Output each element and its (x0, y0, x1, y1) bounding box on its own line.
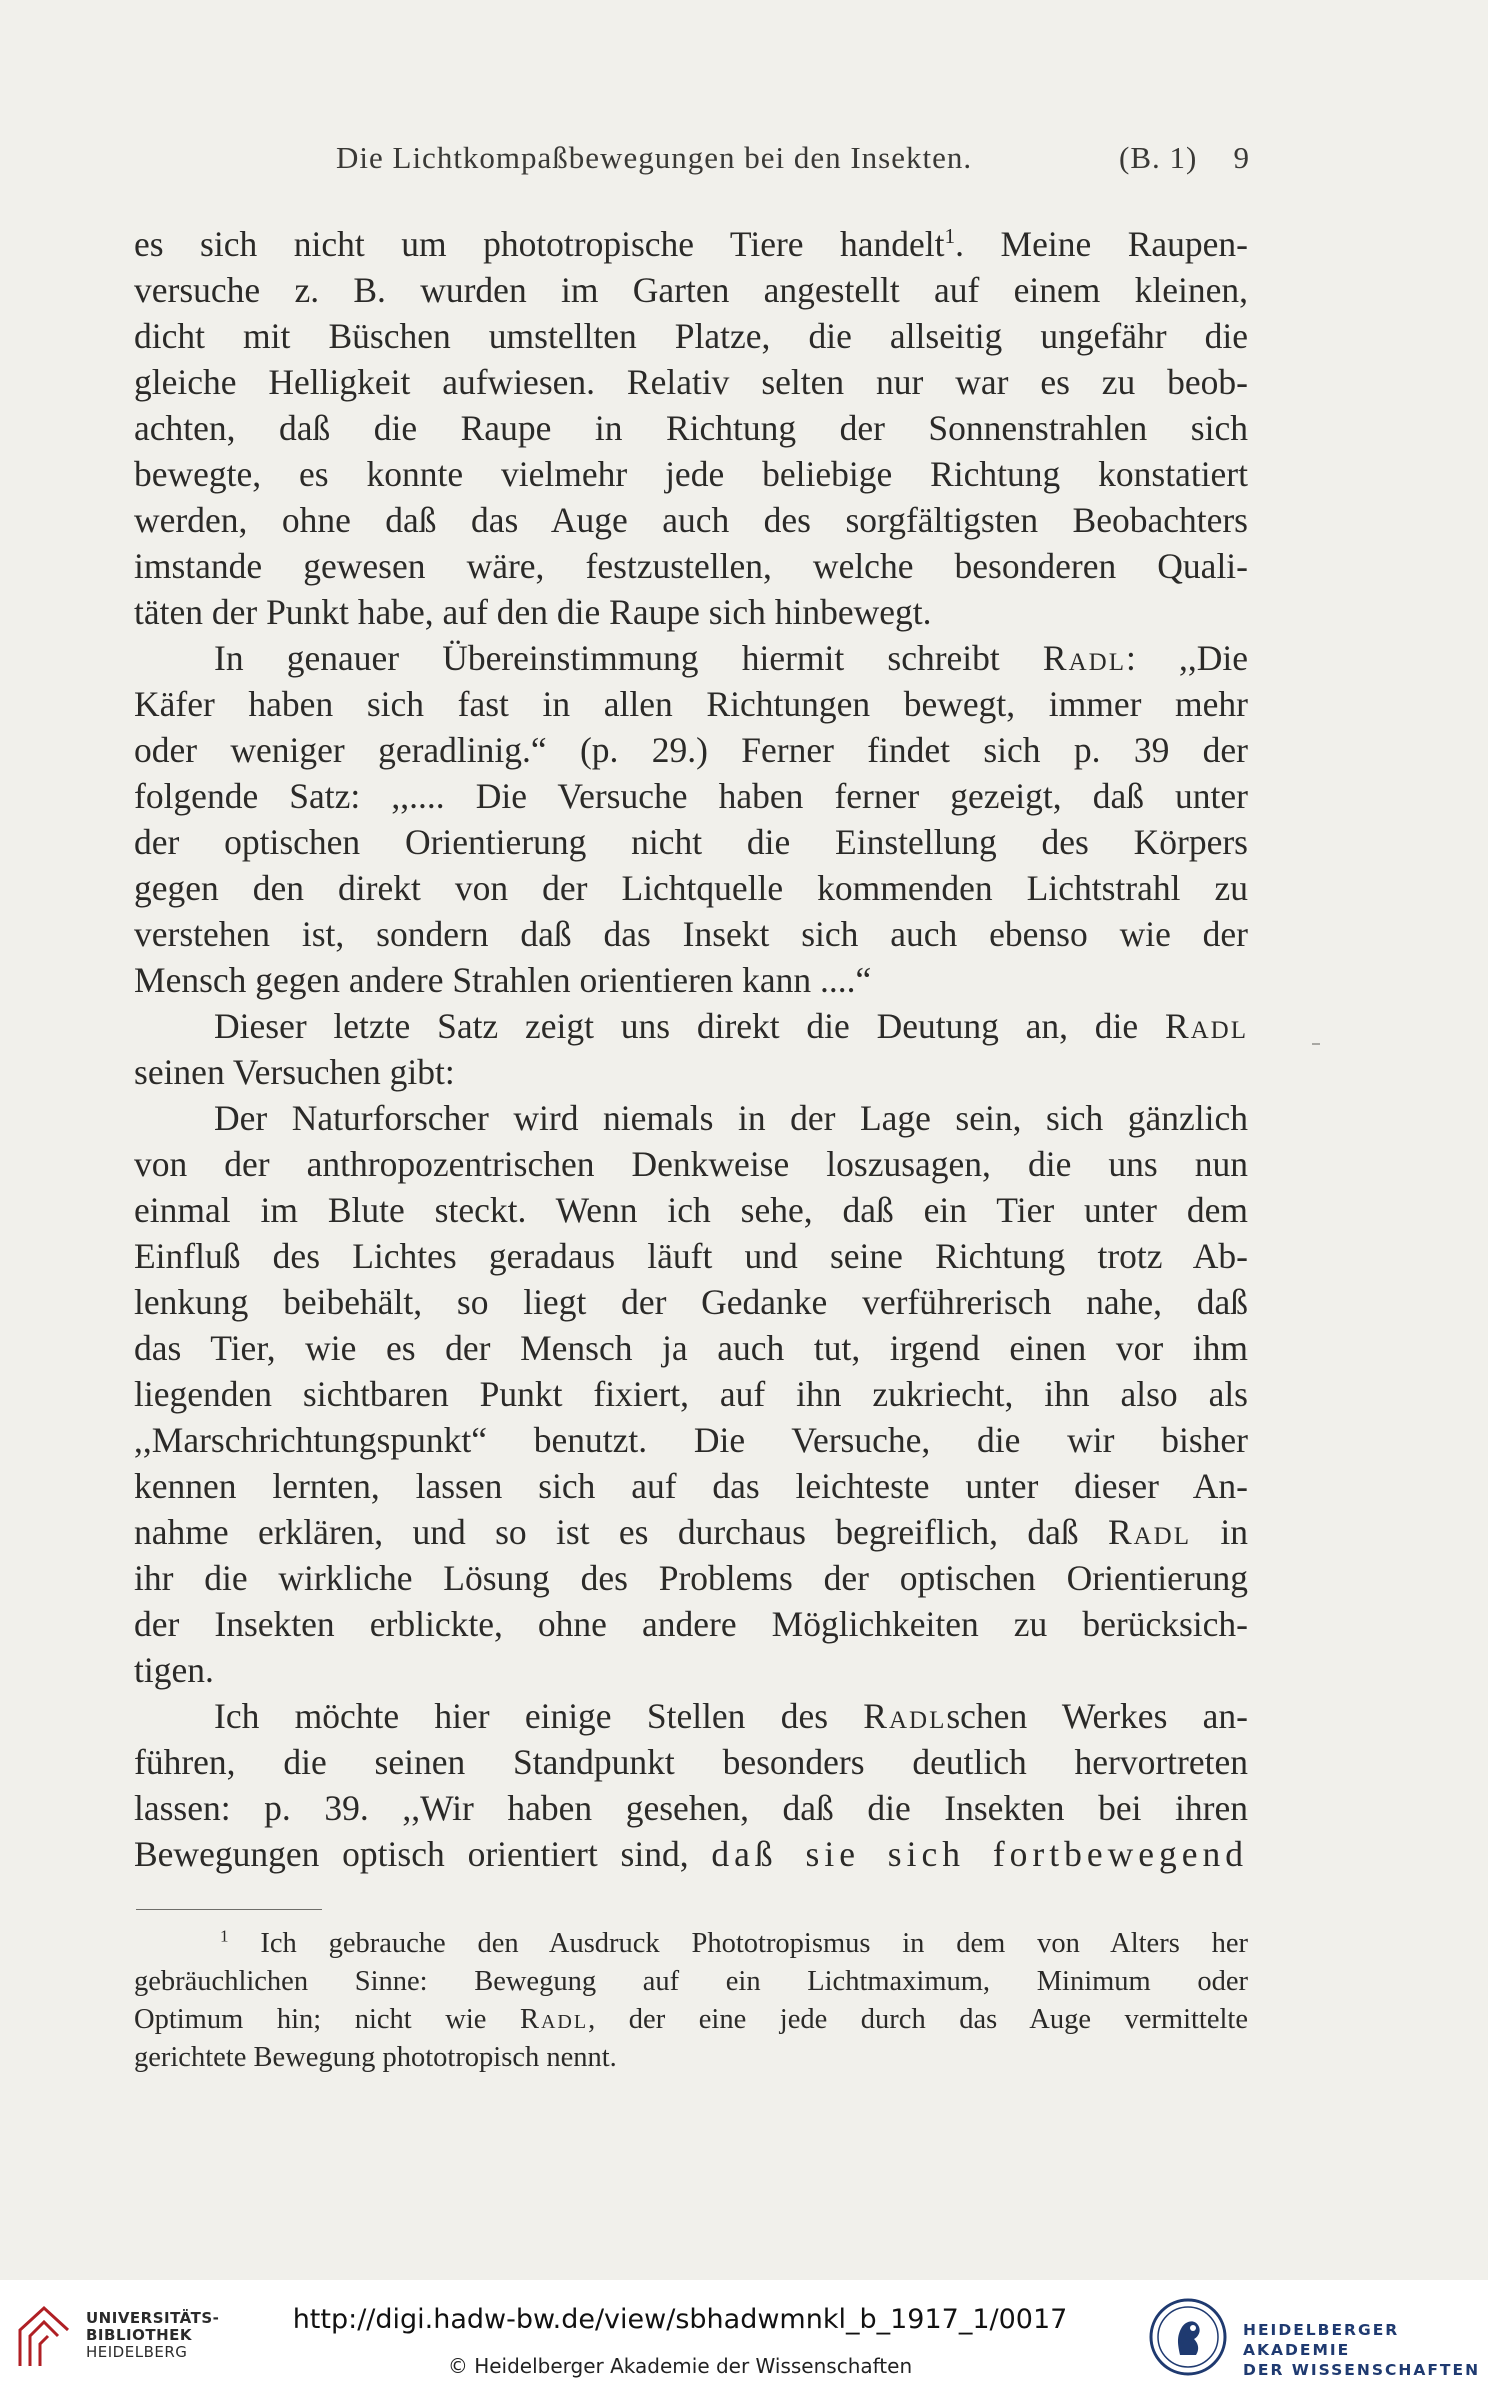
footnotes (134, 1925, 1248, 2077)
author-name: Radl (863, 1696, 947, 1736)
text-line: tigen. (134, 1650, 214, 1690)
text-line: liegenden sichtbaren Punkt fixiert, auf ihn zukriecht, ihn also als (134, 1374, 1248, 1414)
text-line: ihr die wirkliche Lösung des Problems der optischen Orientierung (134, 1558, 1248, 1598)
section-marker: (B. 1) (1119, 140, 1198, 175)
page-number: 9 (1233, 140, 1250, 175)
text-line: Bewegungen optisch orientiert sind, daß sie sich fortbewegend (134, 1834, 1248, 1874)
text-line: versuche z. B. wurden im Garten angestellt auf einem kleinen, (134, 270, 1248, 310)
text-line: folgende Satz: ,,.... Die Versuche haben ferner gezeigt, daß unter (134, 776, 1248, 816)
text-line: nahme erklären, und so ist es durchaus begreiflich, daß Radl in (134, 1512, 1248, 1552)
running-title: Die Lichtkompaßbewegungen bei den Insekten. (336, 140, 973, 175)
text-line: seinen Versuchen gibt: (134, 1052, 455, 1092)
text-line: verstehen ist, sondern daß das Insekt sich auch ebenso wie der (134, 914, 1248, 954)
footnote-line: $^1$ Ich gebrauche den Ausdruck Phototropismus in dem von Alters her (220, 1926, 1248, 1959)
text-line: Ich möchte hier einige Stellen des Radlschen Werkes an- (214, 1696, 1248, 1736)
copyright-notice: © Heidelberger Akademie der Wissenschaften (447, 2354, 913, 2378)
text-line: In genauer Übereinstimmung hiermit schreibt Radl: ,,Die (214, 638, 1248, 678)
text-line: der optischen Orientierung nicht die Einstellung des Körpers (134, 822, 1248, 862)
author-name: Radl (519, 2004, 589, 2035)
text-line: täten der Punkt habe, auf den die Raupe sich hinbewegt. (134, 592, 932, 632)
text-line: Mensch gegen andere Strahlen orientieren kann ....“ (134, 960, 872, 1000)
text-line: lassen: p. 39. ,,Wir haben gesehen, daß die Insekten bei ihren (134, 1788, 1248, 1828)
text-line: oder weniger geradlinig.“ (p. 29.) Ferner findet sich p. 39 der (134, 730, 1248, 770)
running-header (336, 140, 1250, 184)
footnote-line: gebräuchlichen Sinne: Bewegung auf ein Lichtmaximum, Minimum oder (134, 1966, 1248, 1997)
text-line: das Tier, wie es der Mensch ja auch tut, irgend einen vor ihm (134, 1328, 1248, 1368)
text-line: einmal im Blute steckt. Wenn ich sehe, daß ein Tier unter dem (134, 1190, 1248, 1230)
footer-bar (0, 2280, 1488, 2393)
text-line: von der anthropozentrischen Denkweise loszusagen, die uns nun (134, 1144, 1248, 1184)
text-line: Dieser letzte Satz zeigt uns direkt die Deutung an, die Radl (214, 1006, 1248, 1046)
text-line: werden, ohne daß das Auge auch des sorgfältigsten Beobachters (134, 500, 1248, 540)
permalink-url[interactable]: http://digi.hadw-bw.de/view/sbhadwmnkl_b_1917_1/0017 (292, 2304, 1068, 2335)
text-line: Käfer haben sich fast in allen Richtungen bewegt, immer mehr (134, 684, 1248, 724)
text-line: imstande gewesen wäre, festzustellen, welche besonderen Quali- (134, 546, 1248, 586)
spaced-emphasis: daß sie sich fortbewegend (711, 1834, 1248, 1874)
text-line: führen, die seinen Standpunkt besonders deutlich hervortreten (134, 1742, 1248, 1782)
academy-name: HEIDELBERGER AKADEMIE DER WISSENSCHAFTEN (1243, 2321, 1481, 2379)
text-line: Einfluß des Lichtes geradaus läuft und seine Richtung trotz Ab- (134, 1236, 1248, 1276)
footnote-line: gerichtete Bewegung phototropisch nennt. (134, 2042, 617, 2073)
footnote-rule (136, 1909, 322, 1910)
text-line: lenkung beibehält, so liegt der Gedanke verführerisch nahe, daß (134, 1282, 1248, 1322)
footnote-marker: 1 (220, 1926, 229, 1946)
text-line: Der Naturforscher wird niemals in der Lage sein, sich gänzlich (214, 1098, 1248, 1138)
text-line: gegen den direkt von der Lichtquelle kommenden Lichtstrahl zu (134, 868, 1248, 908)
text-line: dicht mit Büschen umstellten Platze, die allseitig ungefähr die (134, 316, 1248, 356)
text-line: achten, daß die Raupe in Richtung der Sonnenstrahlen sich (134, 408, 1248, 448)
footnote-line: Optimum hin; nicht wie Radl, der eine jede durch das Auge vermittelte (134, 2004, 1248, 2035)
university-library-name: UNIVERSITÄTS- BIBLIOTHEK HEIDELBERG (86, 2309, 220, 2361)
author-name: Radl (1164, 1006, 1248, 1046)
university-library-logo-icon (14, 2300, 74, 2374)
text-line: gleiche Helligkeit aufwiesen. Relativ selten nur war es zu beob- (134, 362, 1248, 402)
margin-speck (1312, 1043, 1320, 1045)
footnote-ref: 1 (944, 224, 956, 249)
text-line: ,,Marschrichtungspunkt“ benutzt. Die Versuche, die wir bisher (134, 1420, 1248, 1460)
text-line: kennen lernten, lassen sich auf das leichteste unter dieser An- (134, 1466, 1248, 1506)
text-line: es sich nicht um phototropische Tiere handelt$^1$. Meine Raupen- (134, 224, 1248, 264)
body-text (134, 221, 1248, 1877)
academy-seal-icon (1148, 2297, 1228, 2377)
text-line: bewegte, es konnte vielmehr jede beliebige Richtung konstatiert (134, 454, 1248, 494)
author-name: Radl (1107, 1512, 1192, 1552)
author-name: Radl (1042, 638, 1126, 678)
text-line: der Insekten erblickte, ohne andere Möglichkeiten zu berücksich- (134, 1604, 1248, 1644)
